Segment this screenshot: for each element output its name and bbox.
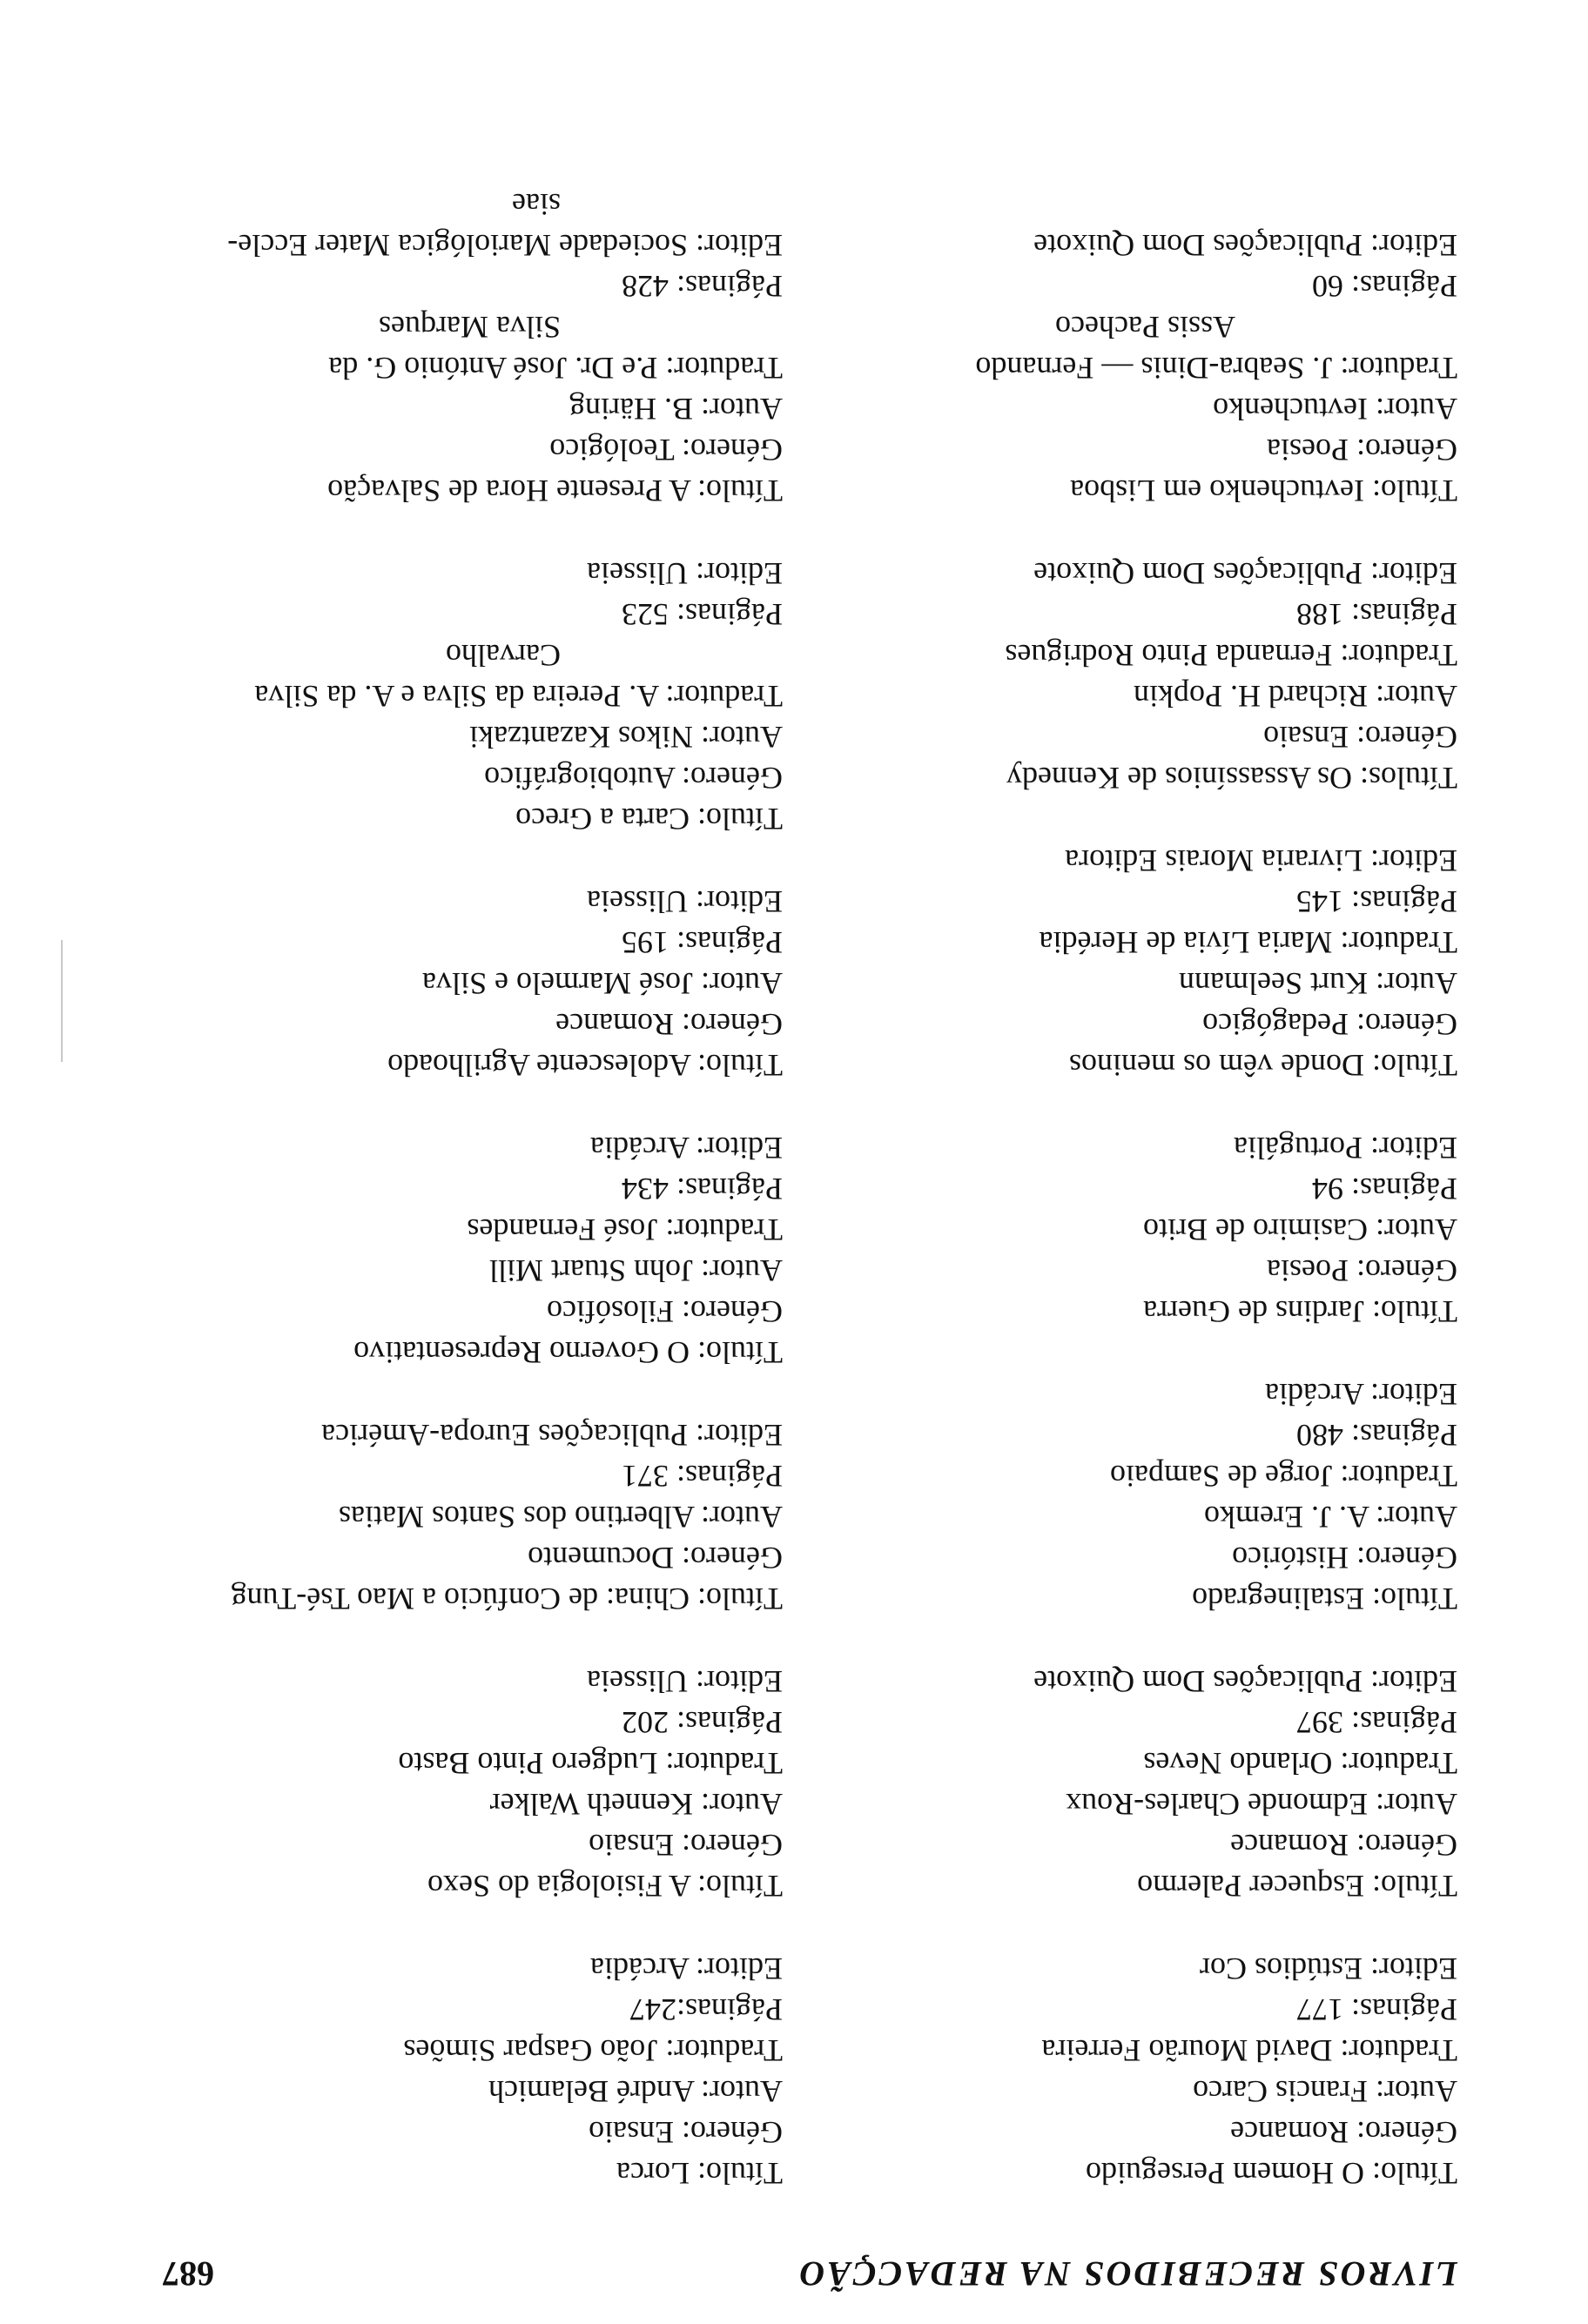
entry-line: Autor: Albertino dos Santos Matias	[339, 1500, 783, 1535]
running-title: LIVROS RECEBIDOS NA REDACÇÃO	[797, 2254, 1457, 2294]
entry-line: Páginas: 94	[1312, 1172, 1457, 1206]
entry-line: Páginas: 195	[622, 925, 783, 960]
book-entry	[112, 184, 783, 511]
entry-line: Editor: Arcádia	[1265, 1377, 1457, 1412]
entry-line: Género: Poesia	[1267, 1253, 1457, 1288]
entry-line: Tradutor: P.e Dr. José António G. da	[328, 351, 783, 386]
entry-line: Páginas: 177	[1296, 1992, 1457, 2027]
entry-line: Género: Romance	[555, 1007, 783, 1042]
entry-line: Tradutor: Orlando Neves	[1143, 1746, 1457, 1781]
entry-line: Tradutor: Fernanda Pinto Rodrigues	[1005, 638, 1457, 673]
entry-line: Tradutor: Ludgero Pinto Basto	[398, 1746, 783, 1781]
entry-line: Tradutor: Maria Lívia de Herédia	[1039, 925, 1457, 960]
book-entry	[787, 553, 1457, 798]
page-number: 687	[162, 2254, 214, 2294]
entry-line: Páginas:247	[629, 1992, 783, 2027]
entry-line: Editor: Ulisseia	[587, 556, 783, 591]
entry-line: Título: O Governo Representativo	[353, 1335, 783, 1370]
entry-line: siae	[512, 187, 561, 222]
entry-line: Páginas: 428	[622, 269, 783, 304]
book-entry	[112, 1661, 783, 1906]
entry-line: Editor: Portugália	[1234, 1131, 1457, 1165]
book-entry	[112, 553, 783, 839]
entry-line: Tradutor: David Mourão Ferreira	[1041, 2033, 1457, 2068]
entry-line: Assis Pacheco	[1055, 310, 1235, 345]
entry-line: Género: Ensaio	[1263, 720, 1457, 755]
entry-line: Género: Autobiográfico	[484, 761, 783, 796]
entry-line: Título: Adolescente Agrilhoado	[387, 1048, 783, 1083]
entry-line: Género: Teológico	[549, 433, 783, 467]
entry-line: Autor: Edmonde Charles-Roux	[1066, 1787, 1457, 1822]
book-entry	[112, 881, 783, 1085]
entry-line: Tradutor: José Fernandes	[467, 1212, 783, 1247]
entry-line: Título: Jardins de Guerra	[1143, 1294, 1457, 1329]
entry-line: Tradutor: A. Pereira da Silva e A. da Silva	[254, 679, 783, 714]
entry-line: Editor: Arcádia	[590, 1951, 783, 1986]
book-entry	[787, 1374, 1457, 1619]
book-entry	[787, 840, 1457, 1085]
book-entry	[112, 1127, 783, 1373]
entry-line: Páginas: 371	[622, 1459, 783, 1494]
entry-line: Editor: Ulisseia	[587, 884, 783, 919]
entry-line: Páginas: 145	[1296, 884, 1457, 919]
entry-line: Autor: Ievtuchenko	[1213, 392, 1457, 427]
entry-line: Autor: Kurt Seelmann	[1179, 966, 1457, 1001]
entry-line: Autor: André Belamich	[488, 2074, 783, 2109]
page-header	[0, 2220, 1588, 2324]
book-entry	[787, 1127, 1457, 1332]
entry-line: Autor: B. Häring	[569, 392, 783, 427]
right-column	[112, 142, 783, 2193]
entry-line: Editor: Sociedade Mariológica Mater Eccle-	[227, 228, 783, 263]
entry-line: Título: A Fisiologia do Sexo	[427, 1869, 783, 1904]
entry-line: Tradutor: J. Seabra-Dinis — Fernando	[975, 351, 1457, 386]
left-column	[787, 183, 1457, 2193]
entry-line: Género: Histórico	[1232, 1541, 1457, 1575]
entry-line: Editor: Ulisseia	[587, 1664, 783, 1699]
entry-line: Páginas: 60	[1312, 269, 1457, 304]
entry-line: Autor: John Stuart Mill	[488, 1253, 783, 1288]
entry-line: Páginas: 397	[1296, 1705, 1457, 1740]
entry-line: Autor: A. J. Eremko	[1204, 1500, 1457, 1535]
entry-line: Título: Ievtuchenko em Lisboa	[1070, 474, 1457, 508]
entry-line: Título: Donde vêm os meninos	[1069, 1048, 1457, 1083]
book-entry	[112, 1414, 783, 1619]
entry-line: Género: Ensaio	[589, 2115, 783, 2150]
book-entry	[787, 1661, 1457, 1906]
entry-line: Editor: Livraria Morais Editora	[1065, 843, 1457, 878]
entry-line: Título: A Presente Hora de Salvação	[327, 474, 783, 508]
entry-line: Autor: Francis Carco	[1193, 2074, 1457, 2109]
entry-line: Título: China: de Confúcio a Mao Tsé-Tung	[231, 1582, 783, 1616]
entry-line: Editor: Publicações Dom Quixote	[1033, 228, 1457, 263]
entry-line: Autor: Nikos Kazantzaki	[469, 720, 783, 755]
entry-line: Género: Documento	[528, 1541, 783, 1575]
entry-line: Editor: Arcádia	[590, 1131, 783, 1165]
entry-line: Género: Filosófico	[547, 1294, 783, 1329]
entry-line: Editor: Publicações Dom Quixote	[1033, 1664, 1457, 1699]
book-entry	[112, 1948, 783, 2193]
entry-line: Páginas: 523	[622, 597, 783, 632]
entry-line: Género: Ensaio	[589, 1828, 783, 1863]
entry-line: Título: O Homem Perseguido	[1086, 2156, 1457, 2191]
entry-line: Género: Romance	[1230, 2115, 1457, 2150]
entry-line: Título: Lorca	[616, 2156, 783, 2191]
entry-line: Título: Estalinegrado	[1192, 1582, 1457, 1616]
entry-line: Género: Pedagógico	[1202, 1007, 1457, 1042]
entry-line: Páginas: 434	[622, 1172, 783, 1206]
entry-line: Páginas: 202	[622, 1705, 783, 1740]
entry-line: Editor: Publicações Dom Quixote	[1033, 556, 1457, 591]
entry-line: Género: Romance	[1230, 1828, 1457, 1863]
entry-line: Editor: Publicações Europa-América	[321, 1418, 783, 1453]
entry-line: Tradutor: João Gaspar Simões	[403, 2033, 783, 2068]
entry-line: Tradutor: Jorge de Sampaio	[1110, 1459, 1457, 1494]
entry-line: Títulos: Os Assassínios de Kennedy	[1006, 761, 1457, 796]
entry-line: Autor: Richard H. Popkin	[1134, 679, 1457, 714]
entry-line: Páginas: 480	[1296, 1418, 1457, 1453]
entry-line: Título: Carta a Greco	[515, 802, 783, 836]
entry-line: Silva Marques	[379, 310, 561, 345]
entry-line: Autor: Casimiro de Brito	[1143, 1212, 1457, 1247]
entry-line: Título: Esquecer Palermo	[1137, 1869, 1457, 1904]
book-entry	[787, 1948, 1457, 2193]
margin-mark	[61, 940, 63, 1062]
entry-line: Páginas: 188	[1296, 597, 1457, 632]
book-entry	[787, 225, 1457, 511]
entry-line: Editor: Estúdios Cor	[1200, 1951, 1457, 1986]
entry-line: Autor: José Marmelo e Silva	[422, 966, 783, 1001]
entry-line: Género: Poesia	[1267, 433, 1457, 467]
entry-line: Carvalho	[446, 638, 561, 673]
entry-line: Autor: Kenneth Walker	[489, 1787, 783, 1822]
